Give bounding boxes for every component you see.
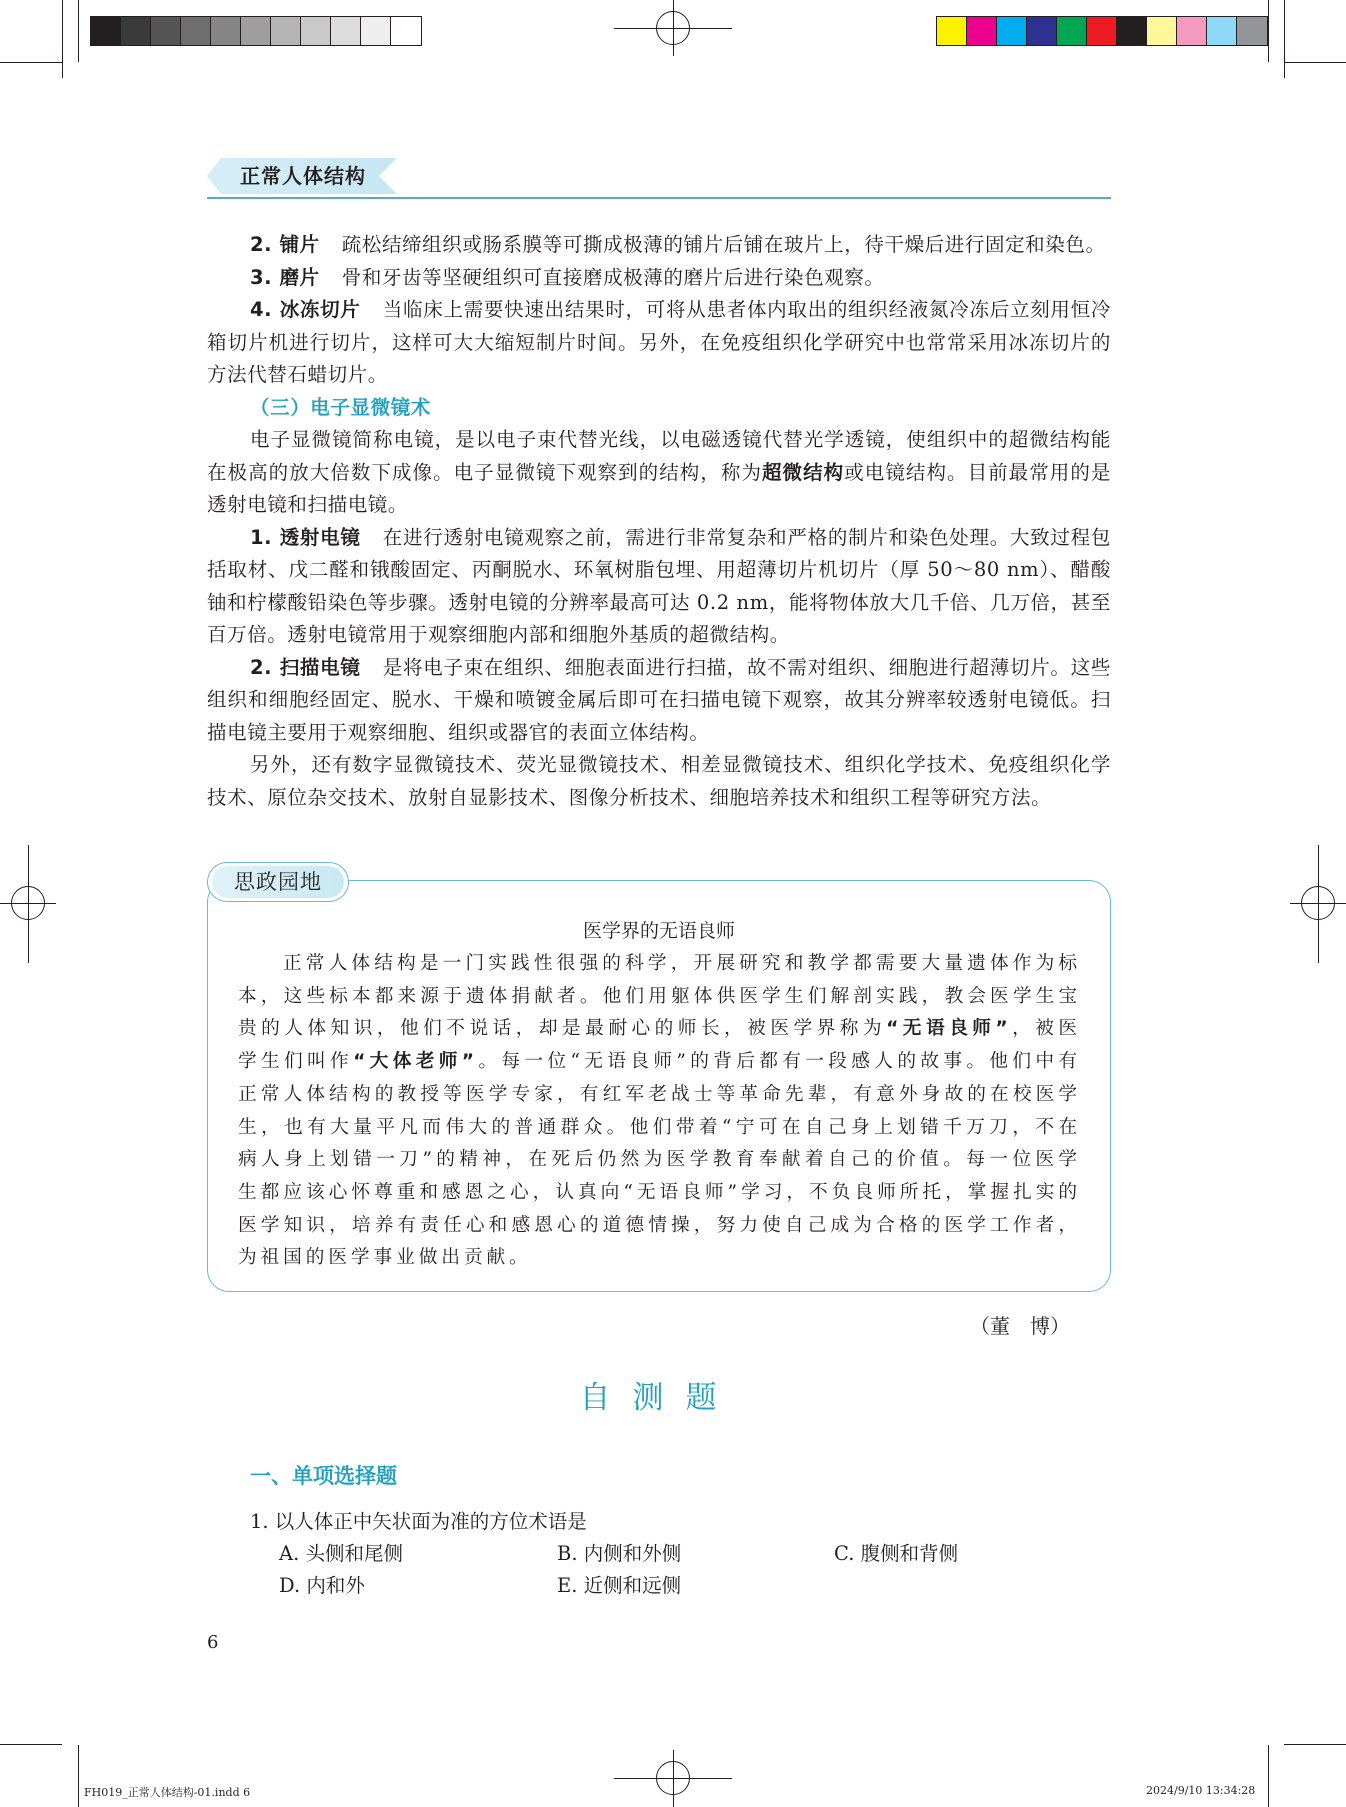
page-number: 6: [207, 1632, 219, 1653]
paragraph-grinding: [207, 262, 1111, 295]
header-rule: [207, 197, 1111, 199]
text-frozen-section: 当临床上需要快速出结果时，可将从患者体内取出的组织经液氮冷冻后立刻用恒冷箱切片机进行切片，这样可大大缩短制片时间。另外，在免疫组织化学研究中也常常采用冰冻切片的方法代替石蜡切片。: [207, 298, 1112, 386]
question-type-heading: 一、单项选择题: [250, 1464, 397, 1488]
box-body: [238, 948, 1081, 1275]
option-b: B. 内侧和外侧: [557, 1542, 682, 1565]
text-em-intro-b: 或电镜结构。目前最常用的是透射电镜和扫描电镜。: [207, 460, 1111, 516]
option-c: C. 腹侧和背侧: [834, 1542, 959, 1565]
subheading-electron-microscopy: （三）电子显微镜术: [250, 395, 431, 419]
gray-swatch-10: [361, 17, 391, 45]
process-swatch-9: [1177, 17, 1207, 45]
text-paving: 疏松结缔组织或肠系膜等可撕成极薄的铺片后铺在玻片上，待干燥后进行固定和染色。: [341, 233, 1106, 256]
process-swatch-5: [1057, 17, 1087, 45]
text-em-intro-a: 电子显微镜简称电镜，是以电子束代替光线，以电磁透镜代替光学透镜，使组织中的超微结构能在极高的放大倍数下成像。电子显微镜下观察到的结构，称为: [207, 428, 1111, 484]
gray-swatch-7: [271, 17, 301, 45]
box-term-silent-mentor: “无语良师”: [886, 1018, 1012, 1040]
gray-swatch-2: [121, 17, 151, 45]
process-swatch-8: [1147, 17, 1177, 45]
gray-swatch-1: [91, 17, 121, 45]
slug-timestamp: 2024/9/10 13:34:28: [1146, 1784, 1256, 1797]
process-swatch-3: [997, 17, 1027, 45]
gray-swatch-6: [241, 17, 271, 45]
box-text-c: 。每一位“无语良师”的背后都有一段感人的故事。他们中有正常人体结构的教授等医学专家，有红军老战士等革命先辈，有意外身故的在校医学生，也有大量平凡而伟大的普通群众。他们带着“宁可在自己身上划错千万刀，不在病人身上划错一刀”的精神，在死后仍然为医学教育奉献着自己的价值。每一位医学生都应该心怀尊重和感恩之心，认真向“无语良师”学习，不负良师所托，掌握扎实的医学知识，培养有责任心和感恩心的道德情操，努力使自己成为合格的医学工作者，为祖国的医学事业做出贡献。: [238, 1051, 1081, 1269]
self-test-title: 自测题: [579, 1380, 739, 1416]
option-e: E. 近侧和远侧: [557, 1574, 682, 1597]
process-swatch-2: [967, 17, 997, 45]
term-frozen-section: 4. 冰冻切片: [250, 298, 361, 321]
paragraph-paving: [207, 229, 1111, 262]
paragraph-sem: [207, 652, 1111, 750]
gray-swatch-9: [331, 17, 361, 45]
option-d: D. 内和外: [279, 1574, 365, 1597]
term-ultrastructure: 超微结构: [762, 460, 845, 484]
paragraph-other-methods: 另外，还有数字显微镜技术、荧光显微镜技术、相差显微镜技术、组织化学技术、免疫组织化学技术、原位杂交技术、放射自显影技术、图像分析技术、细胞培养技术和组织工程等研究方法。: [207, 753, 1111, 809]
paragraph-tem: [207, 522, 1111, 652]
question-1-stem: 1. 以人体正中矢状面为准的方位术语是: [250, 1510, 587, 1533]
gray-swatch-3: [151, 17, 181, 45]
process-swatch-6: [1087, 17, 1117, 45]
process-swatch-1: [937, 17, 967, 45]
term-paving: 2. 铺片: [250, 233, 320, 256]
paragraph-em-intro: [207, 424, 1111, 522]
box-text-a: 正常人体结构是一门实践性很强的科学，开展研究和教学都需要大量遗体作为标本，这些标本都来源于遗体捐献者。他们用躯体供医学生们解剖实践，教会医学生宝贵的人体知识，他们不说话，却是最耐心的师长，被医学界称为: [238, 953, 1081, 1040]
text-sem: 是将电子束在组织、细胞表面进行扫描，故不需对组织、细胞进行超薄切片。这些组织和细胞经固定、脱水、干燥和喷镀金属后即可在扫描电镜下观察，故其分辨率较透射电镜低。扫描电镜主要用于观察细胞、组织或器官的表面立体结构。: [207, 655, 1112, 744]
author-credit: （董 博）: [970, 1314, 1070, 1338]
grayscale-color-bar: [90, 16, 422, 46]
gray-swatch-11: [391, 17, 421, 45]
box-tab-label: 思政园地: [234, 870, 322, 894]
paragraph-frozen-section: [207, 294, 1111, 392]
term-tem: 1. 透射电镜: [250, 525, 361, 549]
process-swatch-4: [1027, 17, 1057, 45]
process-color-bar: [936, 16, 1268, 46]
gray-swatch-8: [301, 17, 331, 45]
text-grinding: 骨和牙齿等坚硬组织可直接磨成极薄的磨片后进行染色观察。: [341, 265, 885, 289]
term-grinding: 3. 磨片: [250, 265, 320, 289]
gray-swatch-5: [211, 17, 241, 45]
option-a: A. 头侧和尾侧: [279, 1542, 403, 1565]
box-title: 医学界的无语良师: [582, 920, 735, 942]
slug-filename: FH019_正常人体结构-01.indd 6: [84, 1786, 251, 1799]
main-body: [207, 229, 1111, 814]
process-swatch-11: [1237, 17, 1267, 45]
running-head-title: 正常人体结构: [240, 164, 366, 188]
term-sem: 2. 扫描电镜: [250, 655, 361, 679]
gray-swatch-4: [181, 17, 211, 45]
process-swatch-10: [1207, 17, 1237, 45]
box-term-cadaver-teacher: “大体老师”: [353, 1051, 478, 1073]
process-swatch-7: [1117, 17, 1147, 45]
box-text-b: ，被医学生们叫作: [238, 1018, 1082, 1073]
text-tem: 在进行透射电镜观察之前，需进行非常复杂和严格的制片和染色处理。大致过程包括取材、戊二醛和锇酸固定、丙酮脱水、环氧树脂包埋、用超薄切片机切片（厚 50～80 nm）、醋酸铀和柠檬酸铅染色等步骤。透射电镜的分辨率最高可达 0.2 nm，能将物体放大几千倍、几万倍，甚至百万倍。透射电镜常用于观察细胞内部和细胞外基质的超微结构。: [207, 525, 1112, 646]
